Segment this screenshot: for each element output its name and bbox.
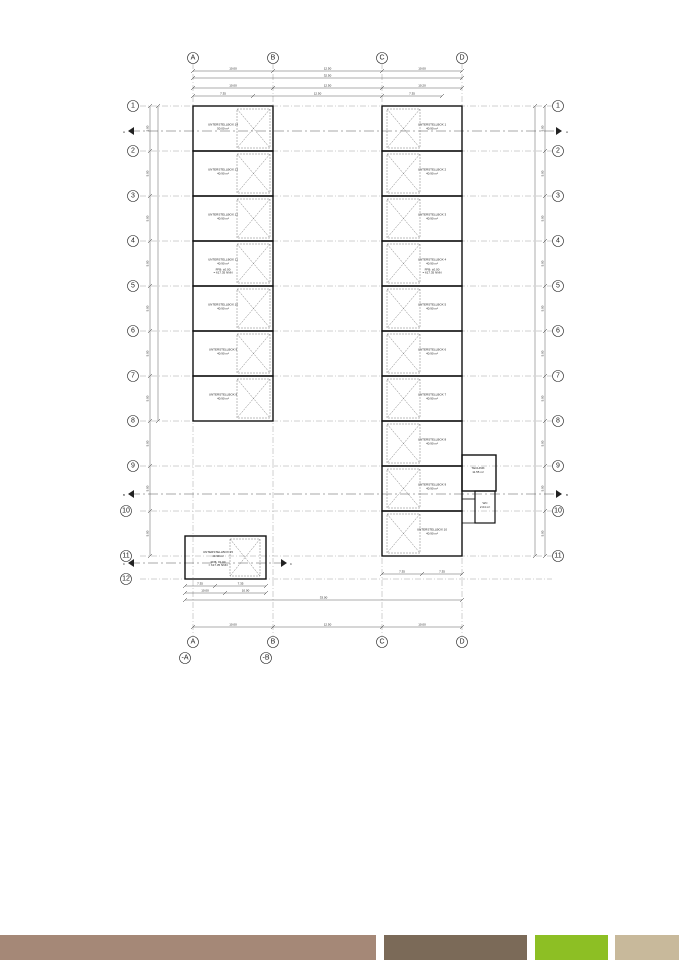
dim-text: 32.50	[323, 73, 332, 78]
room-area: 40.90 m²	[217, 396, 229, 401]
bubble-label: 6	[131, 327, 135, 335]
storage-box-west-3	[193, 241, 273, 286]
annex-area: 11.55 m²	[472, 470, 484, 474]
box-wall	[193, 376, 273, 421]
grid-bubble-right-5	[553, 281, 564, 292]
grid-bubble-left-8	[128, 416, 139, 427]
grid-bubble-right-3	[553, 191, 564, 202]
footer-bar-2	[384, 935, 527, 960]
room-name: UNTERSTELLBOX 10	[416, 527, 448, 532]
room-area: 40.90 m²	[217, 306, 229, 311]
storage-box-west-1	[193, 151, 273, 196]
dim-text: 5.00	[540, 485, 545, 492]
wc-area: 2.04 m²	[479, 505, 491, 509]
storage-box-east-2	[382, 196, 462, 241]
dim-text: 10.00	[418, 622, 426, 627]
room-area: 40.90 m²	[426, 126, 438, 131]
bubble-label: 1	[131, 102, 135, 110]
dim-text: 5.00	[540, 350, 545, 357]
room-area: 40.90 m²	[426, 216, 438, 221]
grid-bubble-right-10	[553, 506, 564, 517]
dim-text: 5.00	[145, 305, 150, 312]
storage-box-east-4	[382, 286, 462, 331]
room-name: UNTERSTELLBOX 14	[207, 122, 239, 127]
bubble-label: 2	[131, 147, 135, 155]
section-label-A-left: A	[122, 130, 126, 134]
room-name: UNTERSTELLBOX 9	[417, 482, 447, 487]
room-area: 40.90 m²	[426, 351, 438, 356]
box-wall	[193, 196, 273, 241]
section-marker-C-right	[281, 559, 287, 567]
dim-text: 10.00	[229, 622, 237, 627]
section-label-B-left: B	[122, 493, 126, 497]
bubble-label: 11	[554, 552, 562, 560]
section-marker-B-right	[556, 490, 562, 498]
bubble-label: A	[190, 638, 196, 646]
dim-text: 7.35	[409, 91, 415, 96]
dim-text: 5.00	[145, 485, 150, 492]
bubble-label: 1	[556, 102, 560, 110]
bubble-label: 12	[122, 575, 130, 583]
room-name: UNTERSTELLBOX 15	[202, 550, 234, 554]
storage-box-east-8	[382, 466, 462, 511]
dim-text: 10.00	[418, 66, 426, 71]
dim-text: 5.00	[145, 440, 150, 447]
room-name: UNTERSTELLBOX 9	[208, 347, 238, 352]
room-area: 40.90 m²	[426, 261, 438, 266]
dim-text: 10.20	[418, 83, 426, 88]
box-wall	[382, 286, 462, 331]
room-name: UNTERSTELLBOX 10	[207, 302, 239, 307]
box-wall	[382, 151, 462, 196]
grid-bubble-left-2	[128, 146, 139, 157]
bubble-label: -A	[181, 654, 189, 662]
dim-text: 7.35	[439, 569, 445, 574]
bubble-label: A	[190, 54, 196, 62]
room-area: 40.90 m²	[212, 554, 224, 558]
grid-bubble-left-9	[128, 461, 139, 472]
storage-box-west-5	[193, 331, 273, 376]
bubble-label: C	[379, 638, 385, 646]
grid-bubble-left-11	[121, 551, 132, 562]
grid-bubble-bottom-extra--A	[180, 653, 191, 664]
dim-text: 12.50	[323, 83, 332, 88]
bubble-label: 4	[556, 237, 560, 245]
section-marker-B-left	[128, 490, 134, 498]
grid-bubble-bottom-D	[457, 637, 468, 648]
dim-text: 12.50	[313, 91, 322, 96]
dim-text: 5.00	[540, 530, 545, 537]
left-dim-total	[156, 104, 160, 423]
bubble-label: 11	[122, 552, 130, 560]
grid-bubble-top-C	[377, 53, 388, 64]
box-wall	[382, 196, 462, 241]
bubble-label: 4	[131, 237, 135, 245]
storage-box-west-2	[193, 196, 273, 241]
dim-text: 5.00	[540, 125, 545, 132]
room-area: 40.90 m²	[217, 171, 229, 176]
section-marker-A-left	[128, 127, 134, 135]
bubble-label: -B	[262, 654, 270, 662]
grid-bubble-bottom-extra--B	[261, 653, 272, 664]
room-note: FFB: ±0.00	[215, 267, 231, 272]
room-area: 40.90 m²	[426, 306, 438, 311]
bubble-label: 2	[556, 147, 560, 155]
footer-bar-4	[615, 935, 679, 960]
storage-box-west-6	[193, 376, 273, 421]
dim-text: 5.00	[540, 215, 545, 222]
box-wall	[382, 331, 462, 376]
grid-bubble-left-7	[128, 371, 139, 382]
grid-bubble-right-8	[553, 416, 564, 427]
room-area: 40.90 m²	[217, 351, 229, 356]
grid-bubble-right-9	[553, 461, 564, 472]
bubble-label: 3	[131, 192, 135, 200]
dim-text: 5.00	[540, 305, 545, 312]
room-name: UNTERSTELLBOX 5	[417, 302, 447, 307]
bubble-label: 7	[131, 372, 135, 380]
room-name: UNTERSTELLBOX 13	[207, 167, 239, 172]
buildings	[185, 106, 496, 579]
grid-bubble-right-2	[553, 146, 564, 157]
box-wall	[382, 421, 462, 466]
grid-bubble-left-1	[128, 101, 139, 112]
dim-text: 5.00	[145, 530, 150, 537]
bubble-label: B	[270, 638, 276, 646]
grid-bubble-left-6	[128, 326, 139, 337]
grid-bubble-left-4	[128, 236, 139, 247]
box-wall	[193, 241, 273, 286]
storage-box-east-9	[382, 511, 462, 556]
grid-bubbles	[121, 53, 564, 664]
bubble-label: D	[459, 54, 465, 62]
dim-text: 10.00	[229, 66, 237, 71]
footer-bar-3	[535, 935, 608, 960]
grid-bubble-bottom-B	[268, 637, 279, 648]
grid-bubble-left-3	[128, 191, 139, 202]
grid-bubble-top-B	[268, 53, 279, 64]
storage-box-east-1	[382, 151, 462, 196]
dim-text: 5.00	[145, 125, 150, 132]
bubble-label: 10	[554, 507, 562, 515]
box-wall	[382, 376, 462, 421]
grid-bubble-bottom-A	[188, 637, 199, 648]
dim-text: 12.50	[323, 66, 332, 71]
bubble-label: C	[379, 54, 385, 62]
room-name: UNTERSTELLBOX 12	[207, 212, 239, 217]
bubble-label: D	[459, 638, 465, 646]
bubble-label: 5	[556, 282, 560, 290]
grid-bubble-left-12	[121, 574, 132, 585]
storage-box-small	[185, 536, 266, 579]
grid-bubble-right-1	[553, 101, 564, 112]
grid-bubble-top-D	[457, 53, 468, 64]
box-wall	[193, 331, 273, 376]
room-note: = 617.35 NNN	[213, 270, 233, 275]
box-wall	[382, 511, 462, 556]
storage-box-west-0	[193, 106, 273, 151]
dim-text: 5.00	[145, 215, 150, 222]
bubble-label: 10	[122, 507, 130, 515]
dim-text: 5.00	[145, 260, 150, 267]
storage-box-east-6	[382, 376, 462, 421]
wc-name: WC	[482, 501, 488, 505]
room-name: UNTERSTELLBOX 2	[417, 167, 447, 172]
annex-name: TECHNIK	[471, 466, 485, 470]
storage-box-east-0	[382, 106, 462, 151]
grid-bubble-right-4	[553, 236, 564, 247]
room-note: = 617.35 NNN	[422, 270, 442, 275]
bubble-label: B	[270, 54, 276, 62]
footer-bar-1	[0, 935, 376, 960]
room-note: FFB: ±0.00	[424, 267, 440, 272]
room-area: 40.90 m²	[426, 531, 438, 536]
section-label-B-right: B	[565, 493, 569, 497]
dim-text: 10.00	[229, 83, 237, 88]
dim-text: 5.00	[145, 350, 150, 357]
dim-text: 10.00	[241, 588, 250, 593]
bubble-label: 8	[556, 417, 560, 425]
box-wall	[382, 466, 462, 511]
box-wall	[382, 106, 462, 151]
storage-box-east-3	[382, 241, 462, 286]
room-name: UNTERSTELLBOX 6	[417, 347, 447, 352]
section-label-A-right: A	[565, 130, 569, 134]
section-marker-A-right	[556, 127, 562, 135]
box-wall	[193, 106, 273, 151]
bubble-label: 9	[556, 462, 560, 470]
room-area: 50.00 m²	[217, 126, 229, 131]
dim-text: 7.35	[237, 581, 244, 586]
section-label-C-left: C	[122, 562, 126, 566]
room-name: UNTERSTELLBOX 4	[417, 257, 447, 262]
grid-lines	[123, 63, 568, 636]
room-name: UNTERSTELLBOX 3	[417, 212, 447, 217]
section-label-C-right: C	[289, 562, 293, 566]
storage-box-west-4	[193, 286, 273, 331]
dim-text: 7.35	[197, 581, 203, 586]
grid-bubble-bottom-C	[377, 637, 388, 648]
dim-text: 5.00	[540, 260, 545, 267]
dim-text: 5.00	[145, 395, 150, 402]
room-name: UNTERSTELLBOX 8	[208, 392, 238, 397]
grid-bubble-right-11	[553, 551, 564, 562]
room-area: 40.90 m²	[426, 171, 438, 176]
storage-box-east-7	[382, 421, 462, 466]
dim-text: 10.00	[201, 588, 209, 593]
grid-bubble-left-10	[121, 506, 132, 517]
room-area: 40.90 m²	[426, 396, 438, 401]
dim-text: 5.00	[540, 395, 545, 402]
dim-text: 12.50	[323, 622, 332, 627]
room-name: UNTERSTELLBOX 7	[417, 392, 447, 397]
bubble-label: 5	[131, 282, 135, 290]
dim-text: 7.35	[399, 569, 405, 574]
bubble-label: 6	[556, 327, 560, 335]
box-wall	[193, 151, 273, 196]
grid-bubble-right-7	[553, 371, 564, 382]
room-area: 40.90 m²	[217, 216, 229, 221]
room-name: UNTERSTELLBOX 1	[417, 122, 447, 127]
room-name: UNTERSTELLBOX 11	[208, 257, 238, 262]
room-name: UNTERSTELLBOX 8	[417, 437, 447, 442]
grid-bubble-right-6	[553, 326, 564, 337]
dim-text: 7.35	[220, 91, 226, 96]
room-note: FFB: ±0.00	[210, 560, 226, 564]
room-area: 40.90 m²	[426, 486, 438, 491]
box-wall	[382, 241, 462, 286]
dim-text: 5.00	[540, 170, 545, 177]
bubble-label: 7	[556, 372, 560, 380]
dim-text: 33.00	[319, 595, 328, 600]
bubble-label: 3	[556, 192, 560, 200]
bubble-label: 9	[131, 462, 135, 470]
dim-text: 5.00	[145, 170, 150, 177]
grid-bubble-left-5	[128, 281, 139, 292]
storage-box-east-5	[382, 331, 462, 376]
room-note: = 617.35 NNN	[208, 563, 228, 567]
bubble-label: 8	[131, 417, 135, 425]
grid-bubble-top-A	[188, 53, 199, 64]
box-wall	[185, 536, 266, 579]
room-area: 40.90 m²	[217, 261, 229, 266]
room-area: 40.90 m²	[426, 441, 438, 446]
dim-text: 5.00	[540, 440, 545, 447]
box-wall	[193, 286, 273, 331]
